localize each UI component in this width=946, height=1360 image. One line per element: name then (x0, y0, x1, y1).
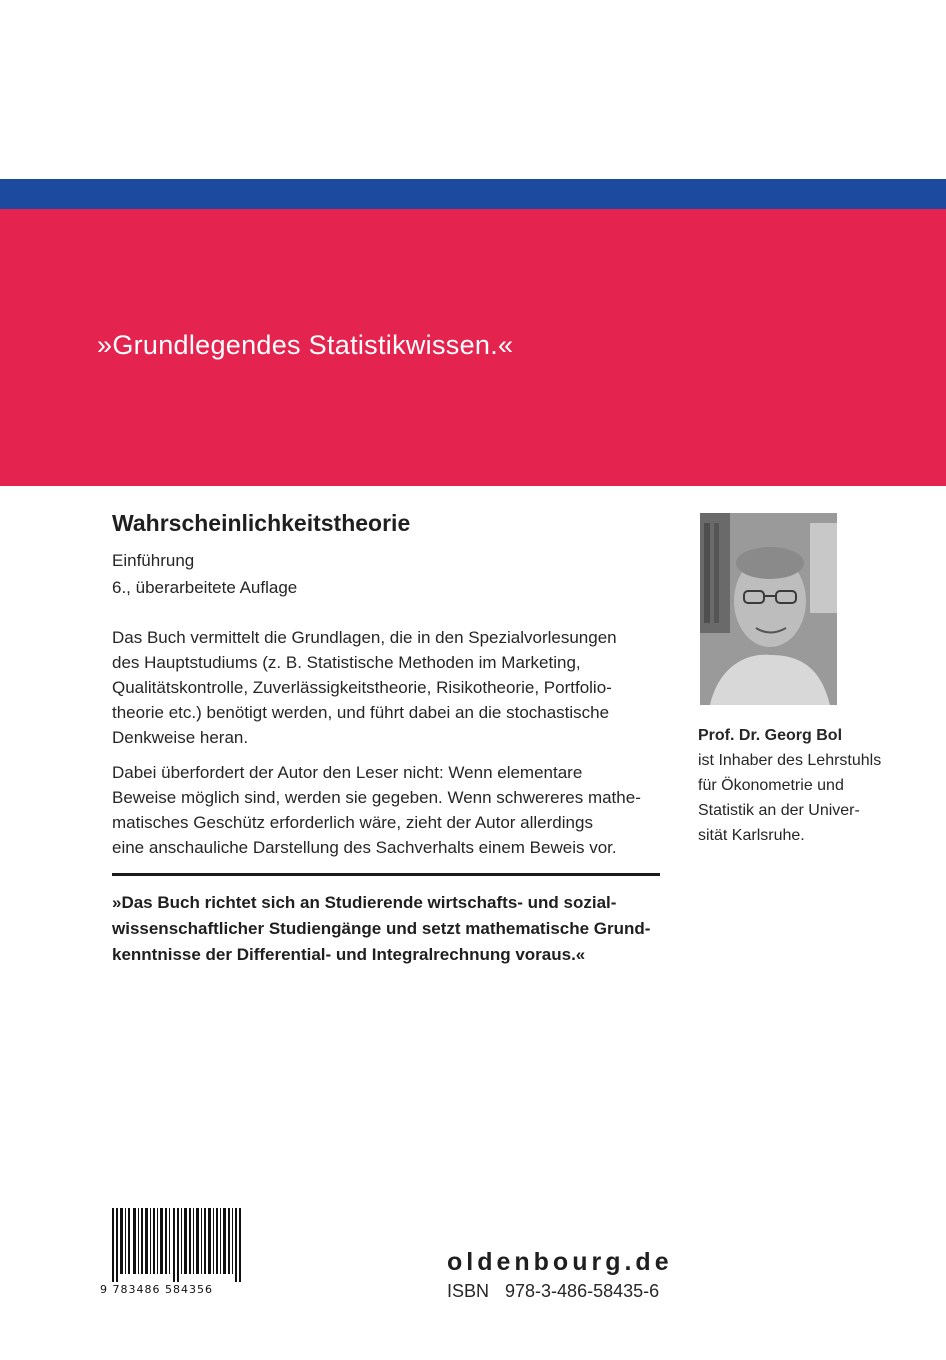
book-edition: 6., überarbeitete Auflage (112, 578, 298, 597)
slogan: »Grundlegendes Statistikwissen.« (97, 330, 514, 360)
author-bio-line: Statistik an der Univer- (698, 802, 860, 819)
author-bio-line: für Ökonometrie und (698, 777, 844, 794)
description-paragraph-1 (112, 625, 672, 750)
quote-line: kenntnisse der Differential- und Integralrechnung voraus.« (112, 945, 586, 964)
divider-rule (112, 873, 660, 876)
text-line: Qualitätskontrolle, Zuverlässigkeitstheorie, Risikotheorie, Portfolio- (112, 678, 612, 697)
barcode-digits: 9 783486 584356 (100, 1283, 213, 1296)
text-line: Denkweise heran. (112, 728, 249, 747)
text-line: des Hauptstudiums (z. B. Statistische Methoden im Marketing, (112, 653, 581, 672)
isbn-number: 978-3-486-58435-6 (505, 1281, 660, 1301)
isbn-label: ISBN (447, 1281, 490, 1301)
author-bio-line: sität Karlsruhe. (698, 827, 805, 844)
quote-line: »Das Buch richtet sich an Studierende wirtschafts- und sozial- (112, 893, 617, 912)
target-audience-quote (112, 890, 650, 968)
text-line: eine anschauliche Darstellung des Sachverhalts einem Beweis vor. (112, 838, 617, 857)
book-title: Wahrscheinlichkeitstheorie (112, 510, 411, 536)
description-paragraph-2 (112, 760, 672, 860)
blue-stripe (0, 179, 946, 209)
text-line: theorie etc.) benötigt werden, und führt dabei an die stochastische (112, 703, 610, 722)
author-name: Prof. Dr. Georg Bol (698, 727, 843, 744)
author-photo (700, 513, 837, 705)
author-portrait-icon (700, 513, 837, 705)
text-line: Das Buch vermittelt die Grundlagen, die in den Spezialvorlesungen (112, 628, 617, 647)
author-bio-line: ist Inhaber des Lehrstuhls (698, 752, 882, 769)
publisher-website: oldenbourg.de (447, 1248, 673, 1276)
isbn-line (447, 1281, 659, 1302)
author-info (698, 723, 881, 848)
text-line: Beweise möglich sind, werden sie gegeben. Wenn schwereres mathe- (112, 788, 641, 807)
text-line: Dabei überfordert der Autor den Leser nicht: Wenn elementare (112, 763, 583, 782)
barcode-icon (100, 1208, 252, 1282)
quote-line: wissenschaftlicher Studiengänge und setzt mathematische Grund- (112, 919, 651, 938)
text-line: matisches Geschütz erforderlich wäre, zieht der Autor allerdings (112, 813, 593, 832)
book-subtitle-block (112, 547, 297, 601)
book-subtitle: Einführung (112, 551, 195, 570)
